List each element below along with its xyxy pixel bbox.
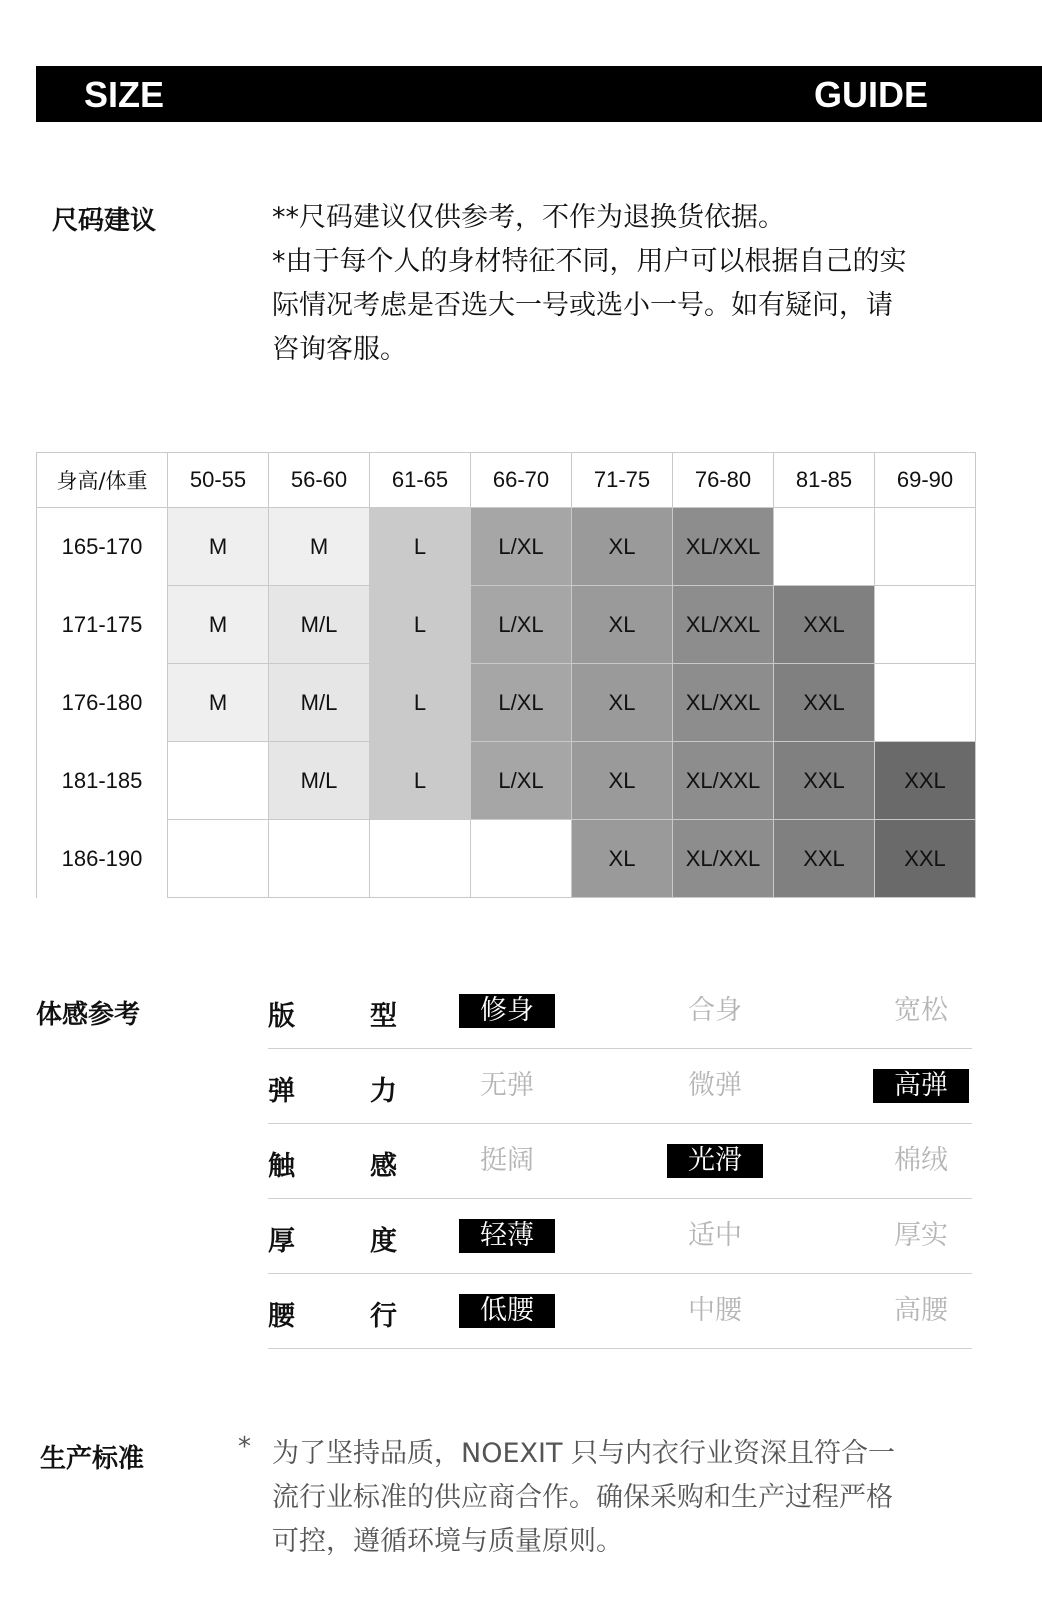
feel-option-selected: 轻薄 <box>459 1219 555 1253</box>
weight-header: 66-70 <box>471 453 572 508</box>
feel-key-char: 厚 <box>268 1226 295 1257</box>
size-advice-title: 尺码建议 <box>52 206 157 236</box>
size-table-corner-label: 身高/体重 <box>37 453 168 508</box>
weight-header: 81-85 <box>774 453 875 508</box>
advice-line: **尺码建议仅供参考，不作为退换货依据。 <box>272 202 785 233</box>
size-cell: XXL <box>774 586 875 664</box>
size-cell: XL <box>572 664 673 742</box>
size-cell: M/L <box>269 742 370 820</box>
size-cell: M <box>168 586 269 664</box>
size-cell: XL <box>572 586 673 664</box>
size-table-row <box>37 664 976 742</box>
size-cell <box>168 820 269 898</box>
feel-option: 适中 <box>688 1220 742 1251</box>
size-cell: L <box>370 586 471 664</box>
size-cell: XL/XXL <box>673 586 774 664</box>
size-cell: XXL <box>774 820 875 898</box>
feel-option: 棉绒 <box>894 1145 948 1176</box>
feel-key-char: 力 <box>370 1076 397 1107</box>
size-cell: M <box>168 664 269 742</box>
size-cell: XL/XXL <box>673 820 774 898</box>
feel-option-selected: 光滑 <box>667 1144 763 1178</box>
production-line: 流行业标准的供应商合作。确保采购和生产过程严格 <box>272 1482 893 1513</box>
size-cell: L/XL <box>471 508 572 586</box>
feel-option-selected: 低腰 <box>459 1294 555 1328</box>
feel-option: 挺阔 <box>480 1145 534 1176</box>
feel-key-char: 感 <box>370 1151 397 1182</box>
height-label: 181-185 <box>37 742 168 820</box>
feel-key-char: 行 <box>370 1301 397 1332</box>
size-cell: M/L <box>269 664 370 742</box>
size-cell <box>168 742 269 820</box>
size-cell <box>875 508 976 586</box>
size-advice-text <box>272 196 992 372</box>
feel-option: 厚实 <box>894 1220 948 1251</box>
size-table-header-row <box>37 453 976 508</box>
production-line: 为了坚持品质，NOEXIT 只与内衣行业资深且符合一 <box>272 1438 896 1469</box>
size-cell: L/XL <box>471 586 572 664</box>
size-cell: L/XL <box>471 664 572 742</box>
size-cell: M/L <box>269 586 370 664</box>
feel-option: 微弹 <box>688 1070 742 1101</box>
production-text <box>272 1432 992 1564</box>
size-cell: XXL <box>875 742 976 820</box>
feel-option: 中腰 <box>688 1295 742 1326</box>
size-cell: L/XL <box>471 742 572 820</box>
banner-right-text: GUIDE <box>813 74 928 115</box>
feel-row <box>268 1274 972 1349</box>
height-label: 176-180 <box>37 664 168 742</box>
size-cell: XXL <box>875 820 976 898</box>
size-cell: XL <box>572 820 673 898</box>
feel-key-char: 型 <box>370 1001 397 1032</box>
production-title: 生产标准 <box>40 1444 145 1474</box>
banner-left-text: SIZE <box>84 74 165 115</box>
size-cell: M <box>168 508 269 586</box>
size-cell: M <box>269 508 370 586</box>
height-label: 186-190 <box>37 820 168 898</box>
size-cell: XXL <box>774 742 875 820</box>
advice-line: *由于每个人的身材特征不同，用户可以根据自己的实 <box>272 246 907 277</box>
size-cell <box>370 820 471 898</box>
size-cell: XL/XXL <box>673 742 774 820</box>
size-table-row <box>37 508 976 586</box>
height-label: 165-170 <box>37 508 168 586</box>
feel-row <box>268 1049 972 1124</box>
feel-option: 宽松 <box>894 995 948 1026</box>
feel-option-selected: 修身 <box>459 994 555 1028</box>
size-cell: XXL <box>774 664 875 742</box>
size-cell <box>774 508 875 586</box>
feel-row <box>268 974 972 1049</box>
feel-title: 体感参考 <box>36 1000 141 1030</box>
size-cell: XL/XXL <box>673 664 774 742</box>
advice-line: 咨询客服。 <box>272 334 407 365</box>
feel-key-char: 版 <box>268 1001 295 1032</box>
weight-header: 69-90 <box>875 453 976 508</box>
weight-header: 71-75 <box>572 453 673 508</box>
size-guide-banner <box>36 66 1042 122</box>
weight-header: 50-55 <box>168 453 269 508</box>
feel-reference <box>268 974 972 1349</box>
feel-row <box>268 1199 972 1274</box>
production-asterisk: * <box>238 1432 251 1462</box>
feel-key-char: 弹 <box>268 1076 295 1107</box>
size-cell: L <box>370 742 471 820</box>
size-table-row <box>37 820 976 898</box>
weight-header: 56-60 <box>269 453 370 508</box>
size-cell: XL/XXL <box>673 508 774 586</box>
size-cell <box>875 586 976 664</box>
size-cell: L <box>370 664 471 742</box>
feel-option-selected: 高弹 <box>873 1069 969 1103</box>
advice-line: 际情况考虑是否选大一号或选小一号。如有疑问，请 <box>272 290 893 321</box>
weight-header: 61-65 <box>370 453 471 508</box>
size-cell <box>471 820 572 898</box>
size-cell <box>269 820 370 898</box>
size-cell: XL <box>572 508 673 586</box>
size-cell <box>875 664 976 742</box>
feel-option: 合身 <box>688 995 742 1026</box>
size-cell: XL <box>572 742 673 820</box>
feel-row <box>268 1124 972 1199</box>
feel-option: 无弹 <box>480 1070 534 1101</box>
size-table-row <box>37 742 976 820</box>
size-cell: L <box>370 508 471 586</box>
weight-header: 76-80 <box>673 453 774 508</box>
feel-key-char: 触 <box>268 1151 295 1182</box>
production-line: 可控，遵循环境与质量原则。 <box>272 1526 623 1557</box>
feel-key-char: 度 <box>370 1226 397 1257</box>
feel-option: 高腰 <box>894 1295 948 1326</box>
size-table-row <box>37 586 976 664</box>
size-table <box>36 452 976 898</box>
feel-key-char: 腰 <box>268 1301 295 1332</box>
height-label: 171-175 <box>37 586 168 664</box>
